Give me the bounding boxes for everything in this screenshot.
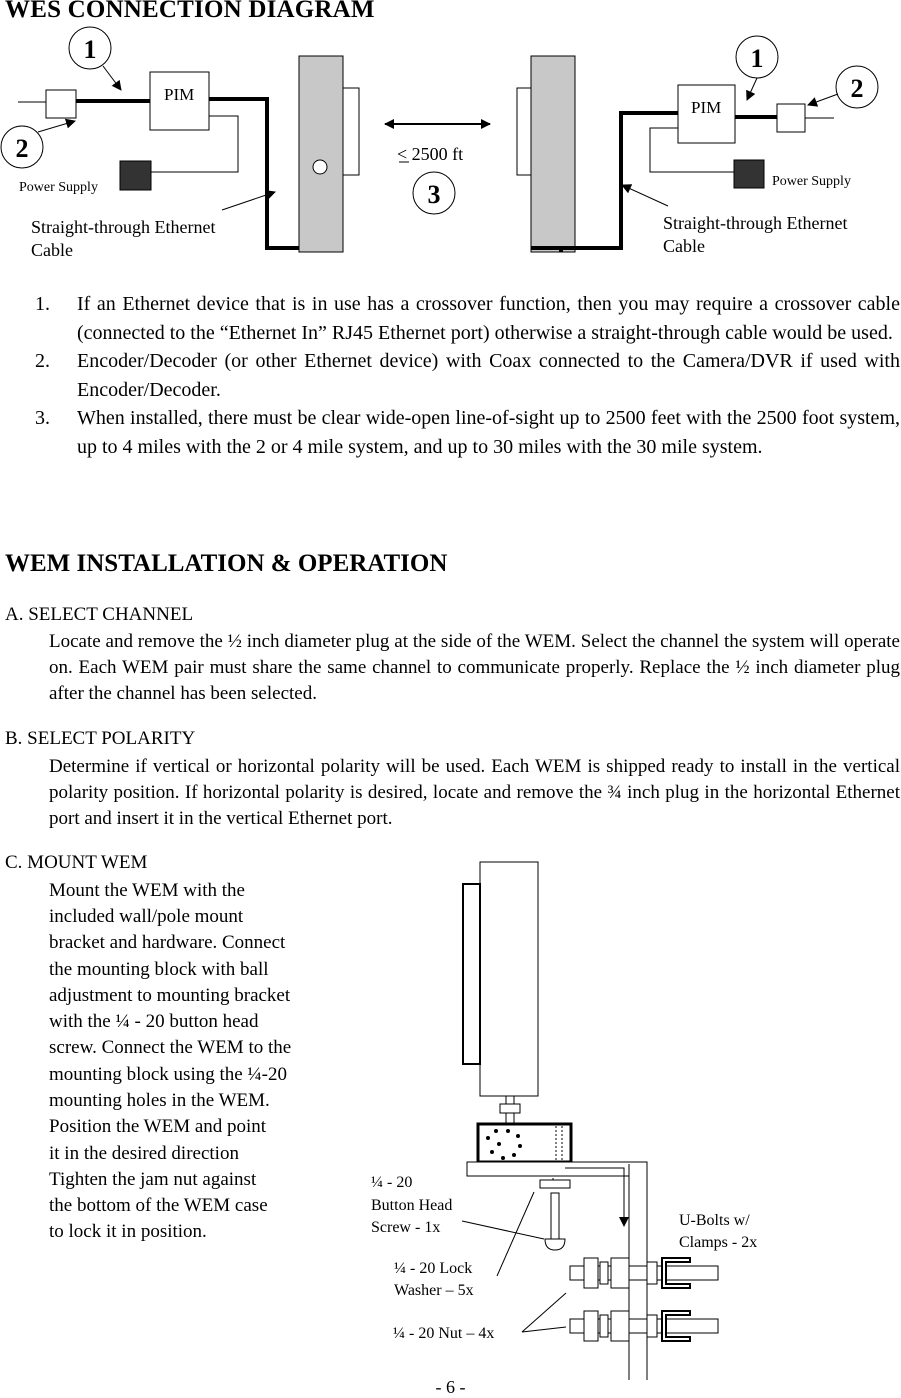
right-pim-label: PIM <box>691 98 722 117</box>
right-power-supply-label: Power Supply <box>772 174 851 189</box>
left-wem-port <box>313 160 327 174</box>
page-number: - 6 - <box>435 1377 466 1397</box>
distance-indicator <box>385 124 490 214</box>
left-cable-label-line2: Cable <box>31 240 73 260</box>
right-callout-1-text: 1 <box>750 44 764 73</box>
right-cable-label-line1: Straight-through Ethernet <box>663 213 848 233</box>
note-item <box>28 404 900 461</box>
washer-label-line1: ¼ - 20 Lock <box>394 1260 473 1277</box>
page-title: WES CONNECTION DIAGRAM <box>5 0 375 23</box>
button-head-screw <box>551 1193 559 1239</box>
mount-diagram <box>0 850 901 1380</box>
right-callout-2-text: 2 <box>850 74 864 103</box>
note-number: 2. <box>35 350 50 372</box>
select-channel-body: Locate and remove the ½ inch diameter plug at the side of the WEM. Select the channel the system will operate on. Each WEM pair must share the same channel to communicate properly. Replace the ½ inch diameter plug after the channel has been selected. <box>49 631 900 704</box>
center-callout-3-text: 3 <box>427 180 441 209</box>
mount-wem-heading: C. MOUNT WEM <box>5 852 148 873</box>
select-channel-heading: A. SELECT CHANNEL <box>5 604 194 625</box>
right-wem-unit <box>531 56 575 252</box>
connection-diagram <box>0 0 901 270</box>
ubolt-label-line1: U-Bolts w/ <box>679 1212 750 1229</box>
screw-label-line2: Button Head <box>371 1197 453 1214</box>
lock-washer <box>540 1180 570 1188</box>
mount-wem-line: mounting holes in the WEM. <box>49 1090 270 1111</box>
left-callout-1-text: 1 <box>83 35 97 64</box>
left-cable-label-line1: Straight-through Ethernet <box>31 217 216 237</box>
mount-wem-line: with the ¼ - 20 button head <box>49 1011 259 1032</box>
note-number: 1. <box>35 293 50 315</box>
left-pim-label: PIM <box>164 85 195 104</box>
mount-wem-line: bracket and hardware. Connect <box>49 932 286 953</box>
wem-side-plate <box>463 884 480 1064</box>
note-number: 3. <box>35 407 50 429</box>
wem-case <box>480 862 538 1096</box>
mount-wem-line: mounting block using the ¼-20 <box>49 1064 288 1085</box>
mount-wem-line: the mounting block with ball <box>49 959 269 980</box>
mount-wem-line: to lock it in position. <box>49 1221 207 1242</box>
mount-wem-line: Position the WEM and point <box>49 1116 267 1137</box>
mount-wem-line: screw. Connect the WEM to the <box>49 1037 292 1058</box>
left-wem-unit <box>299 56 343 252</box>
note-text: When installed, there must be clear wide-open line-of-sight up to 2500 feet with the 2500 foot system, up to 4 miles with the 2 or 4 mile system, and up to 30 miles with the 30 mile system. <box>77 407 900 458</box>
distance-label: < 2500 ft <box>397 144 464 164</box>
nut-label: ¼ - 20 Nut – 4x <box>393 1325 495 1342</box>
left-station <box>1 27 359 260</box>
left-power-supply <box>120 161 151 190</box>
left-callout-2-text: 2 <box>15 134 29 163</box>
mount-wem-line: Mount the WEM with the <box>49 880 245 901</box>
mount-wem-line: adjustment to mounting bracket <box>49 985 291 1006</box>
ubolt-label-line2: Clamps - 2x <box>679 1234 758 1251</box>
left-power-supply-label: Power Supply <box>19 180 98 195</box>
mount-wem-line: the bottom of the WEM case <box>49 1195 268 1216</box>
section-title: WEM INSTALLATION & OPERATION <box>5 550 448 577</box>
right-ethernet-device <box>777 104 805 132</box>
screw-label-line1: ¼ - 20 <box>371 1174 413 1191</box>
note-text: If an Ethernet device that is in use has a crossover function, then you may require a crossover cable (connected to the “Ethernet In” RJ45 Ethernet port) otherwise a straight-through cable would be used. <box>77 293 900 344</box>
jam-nut <box>500 1104 520 1113</box>
note-item <box>28 290 900 347</box>
select-polarity-body: Determine if vertical or horizontal polarity will be used. Each WEM is shipped ready to install in the vertical polarity position. If horizontal polarity is desired, locate and remove the ¾ inch plug in the horizontal Ethernet port and insert it in the vertical Ethernet port. <box>49 756 900 829</box>
select-polarity-heading: B. SELECT POLARITY <box>5 728 196 749</box>
left-ethernet-device <box>46 90 76 118</box>
right-cable-label-line2: Cable <box>663 236 705 256</box>
right-station <box>517 36 878 256</box>
mount-wem-line: included wall/pole mount <box>49 906 244 927</box>
mount-wem-line: Tighten the jam nut against <box>49 1169 257 1190</box>
mount-wem-line: it in the desired direction <box>49 1143 239 1164</box>
right-power-supply <box>734 160 764 188</box>
note-text: Encoder/Decoder (or other Ethernet device) with Coax connected to the Camera/DVR if used with Encoder/Decoder. <box>77 350 900 401</box>
screw-label-line3: Screw - 1x <box>371 1219 441 1236</box>
connection-notes <box>28 290 900 461</box>
note-item <box>28 347 900 404</box>
washer-label-line2: Washer – 5x <box>394 1282 474 1299</box>
mounting-block <box>478 1124 571 1162</box>
